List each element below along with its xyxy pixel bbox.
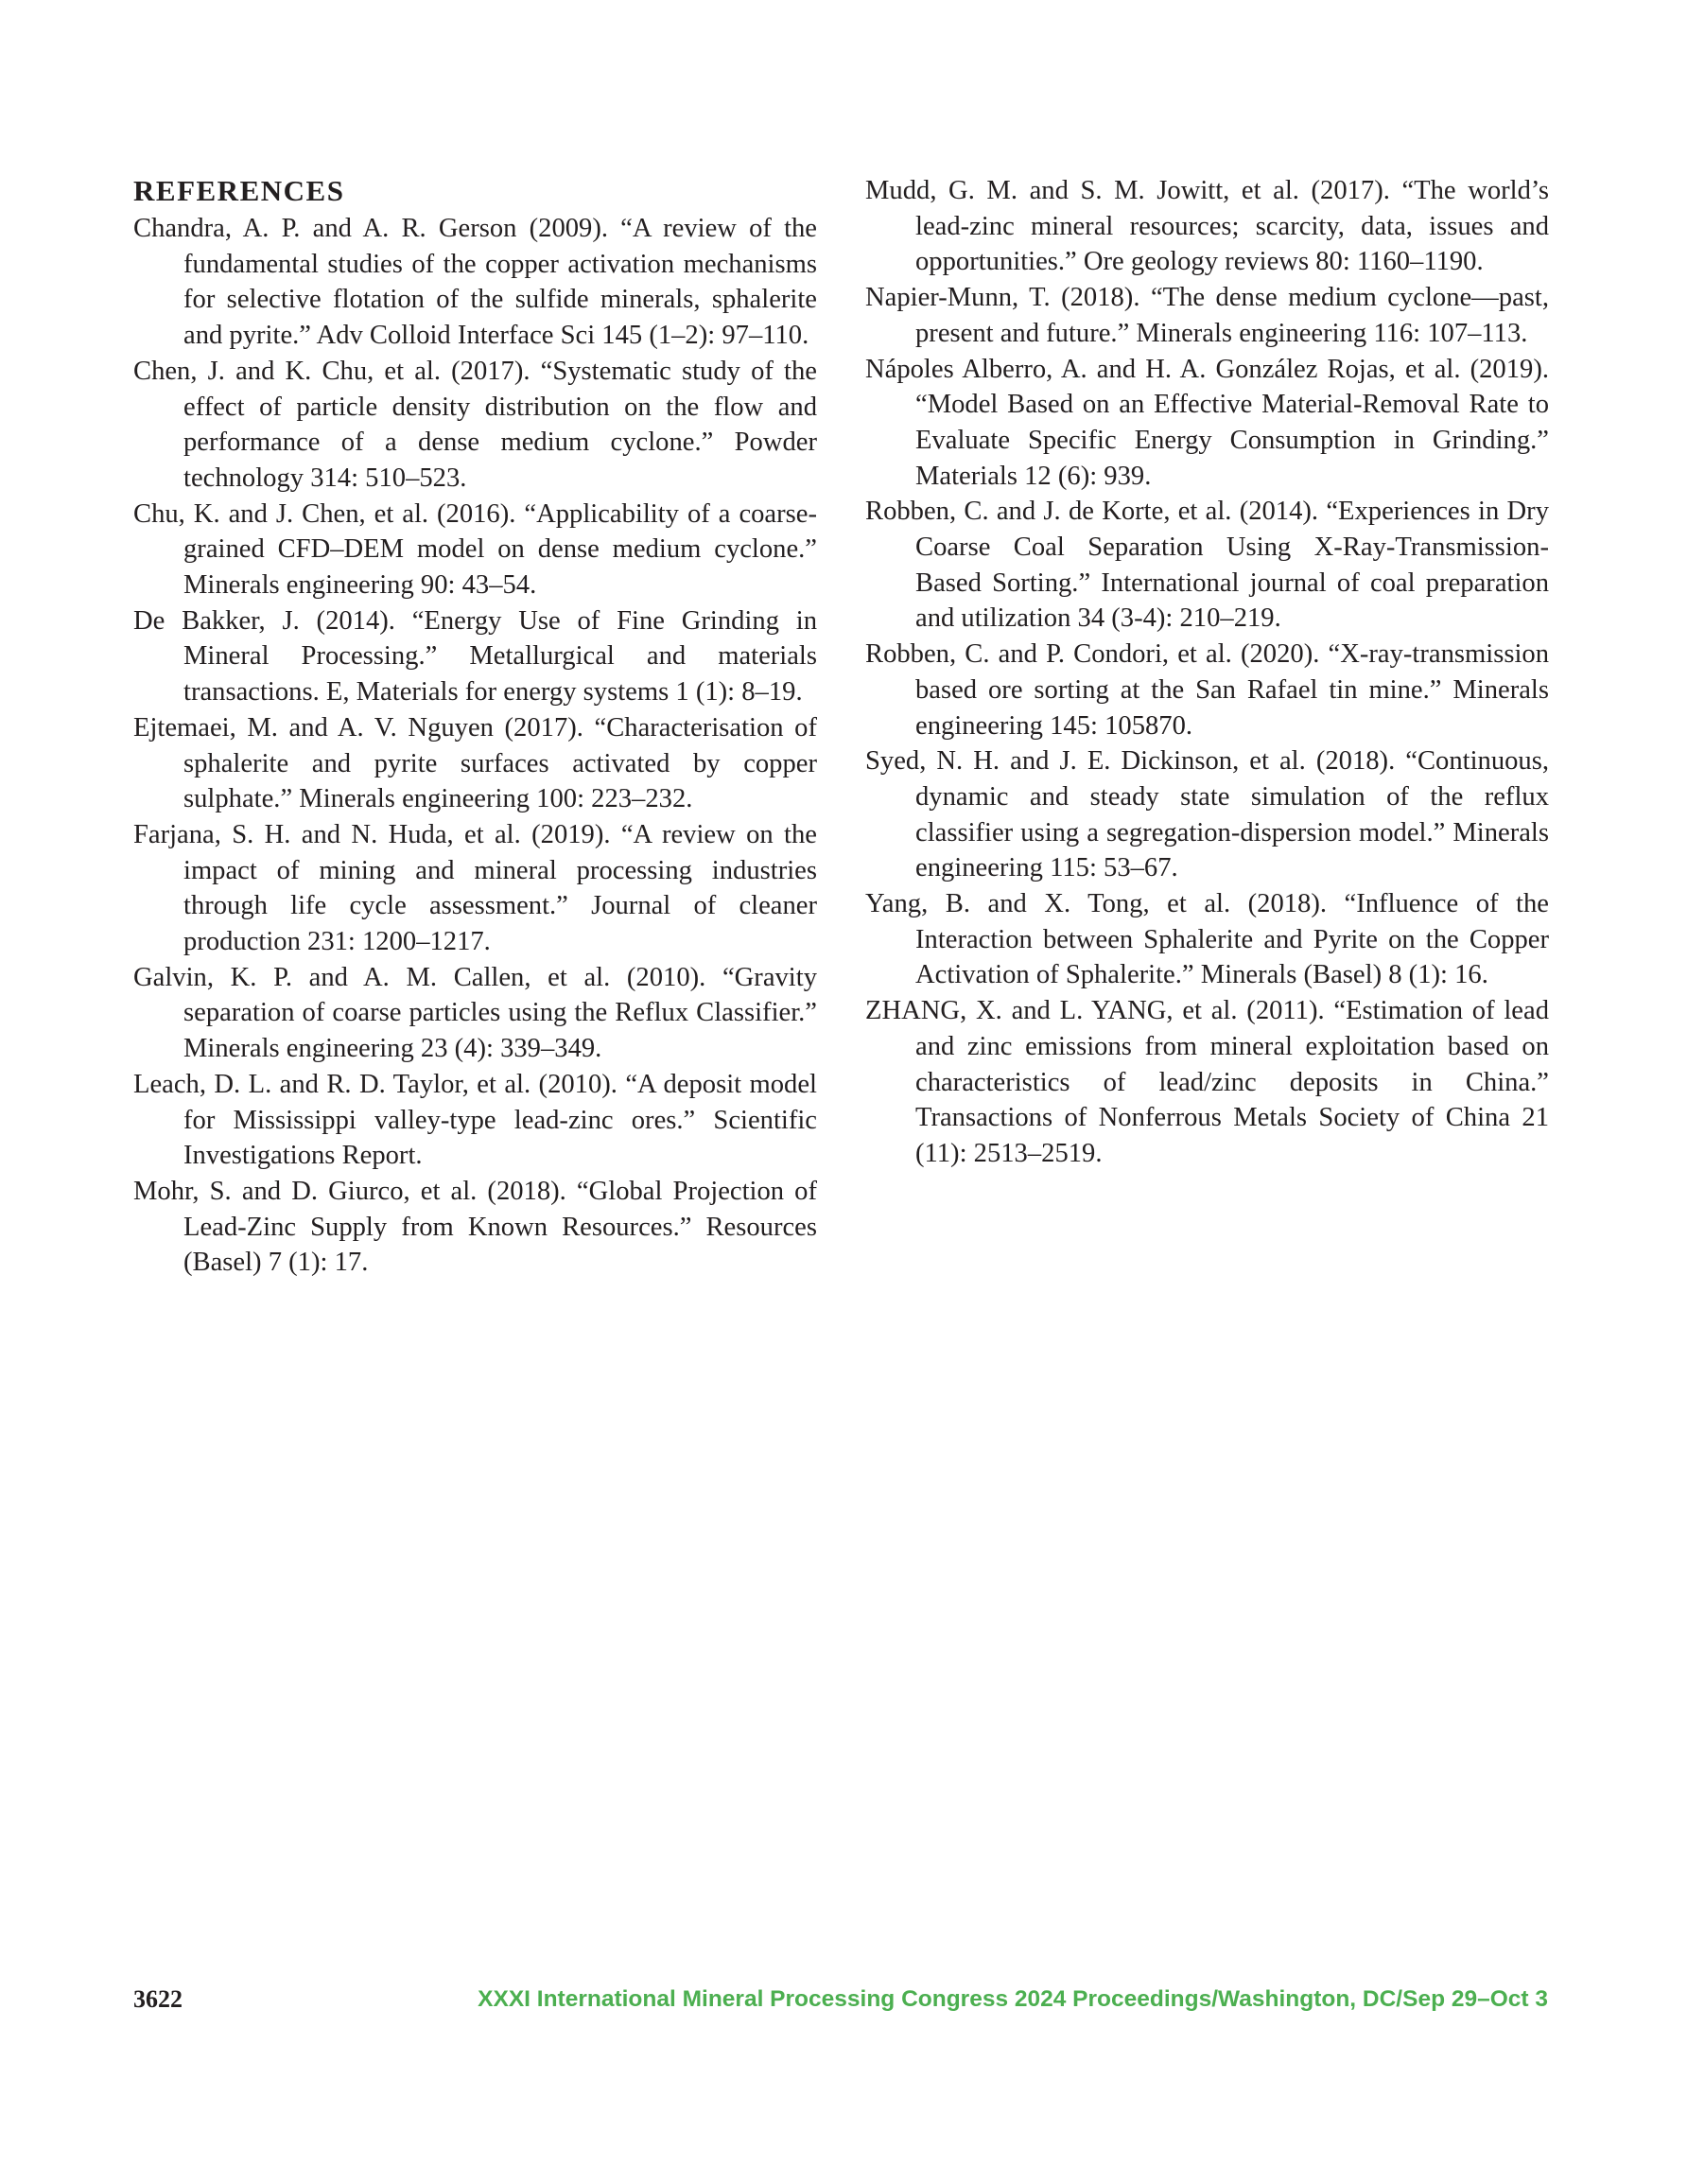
- reference-entry: Mudd, G. M. and S. M. Jowitt, et al. (2017). “The world’s lead-zinc mineral resources; scarcity, data, issues and opportunities.” Ore geology reviews 80: 1160–1190.: [865, 176, 1549, 277]
- reference-entry: ZHANG, X. and L. YANG, et al. (2011). “Estimation of lead and zinc emissions from mineral exploitation based on characteristics of lead/zinc deposits in China.” Transactions of Nonferrous Metals Society of China 21 (11): 2513–2519.: [865, 996, 1549, 1168]
- reference-entry: Chu, K. and J. Chen, et al. (2016). “Applicability of a coarse-grained CFD–DEM model on dense medium cyclone.” Minerals engineering 90: 43–54.: [133, 498, 817, 601]
- reference-entry: Robben, C. and P. Condori, et al. (2020). “X-ray-transmission based ore sorting at the San Rafael tin mine.” Minerals engineering 145: 105870.: [865, 639, 1549, 741]
- reference-entry: Farjana, S. H. and N. Huda, et al. (2019). “A review on the impact of mining and mineral processing industries through life cycle assessment.” Journal of cleaner production 231: 1200–1217.: [133, 819, 817, 957]
- reference-entry: Chen, J. and K. Chu, et al. (2017). “Systematic study of the effect of particle density distribution on the flow and performance of a dense medium cyclone.” Powder technology 314: 510–523.: [133, 356, 817, 493]
- references-heading: REFERENCES: [133, 174, 345, 207]
- running-footer-title: XXXI International Mineral Processing Congress 2024 Proceedings/Washington, DC/Sep 29–Oct 3: [478, 1986, 1548, 2012]
- page-number: 3622: [133, 1985, 183, 2013]
- reference-entry: Leach, D. L. and R. D. Taylor, et al. (2010). “A deposit model for Mississippi valley-type lead-zinc ores.” Scientific Investigations Report.: [133, 1069, 817, 1171]
- reference-entry: Yang, B. and X. Tong, et al. (2018). “Influence of the Interaction between Sphalerite and Pyrite on the Copper Activation of Sphalerite.” Minerals (Basel) 8 (1): 16.: [865, 889, 1549, 990]
- reference-entry: Ejtemaei, M. and A. V. Nguyen (2017). “Characterisation of sphalerite and pyrite surfaces activated by copper sulphate.” Minerals engineering 100: 223–232.: [133, 712, 817, 814]
- left-column: [133, 173, 817, 1281]
- reference-entry: Galvin, K. P. and A. M. Callen, et al. (2010). “Gravity separation of coarse particles using the Reflux Classifier.” Minerals engineering 23 (4): 339–349.: [133, 962, 817, 1064]
- reference-entry: Napier-Munn, T. (2018). “The dense medium cyclone—past, present and future.” Minerals engineering 116: 107–113.: [865, 283, 1549, 348]
- reference-entry: Chandra, A. P. and A. R. Gerson (2009). “A review of the fundamental studies of the copper activation mechanisms for selective flotation of the sulfide minerals, sphalerite and pyrite.” Adv Colloid Interface Sci 145 (1–2): 97–110.: [133, 214, 817, 351]
- reference-entry: Mohr, S. and D. Giurco, et al. (2018). “Global Projection of Lead-Zinc Supply from Known Resources.” Resources (Basel) 7 (1): 17.: [133, 1176, 817, 1278]
- reference-entry: Syed, N. H. and J. E. Dickinson, et al. (2018). “Continuous, dynamic and steady state simulation of the reflux classifier using a segregation-dispersion model.” Minerals engineering 115: 53–67.: [865, 746, 1549, 883]
- reference-entry: De Bakker, J. (2014). “Energy Use of Fine Grinding in Mineral Processing.” Metallurgical and materials transactions. E, Materials for energy systems 1 (1): 8–19.: [133, 605, 817, 708]
- page-footer: [133, 1981, 1548, 2018]
- right-column: [865, 173, 1549, 1172]
- reference-entry: Robben, C. and J. de Korte, et al. (2014). “Experiences in Dry Coarse Coal Separation Using X-Ray-Transmission-Based Sorting.” International journal of coal preparation and utilization 34 (3-4): 210–219.: [865, 497, 1549, 634]
- reference-entry: Nápoles Alberro, A. and H. A. González Rojas, et al. (2019). “Model Based on an Effective Material-Removal Rate to Evaluate Specific Energy Consumption in Grinding.” Materials 12 (6): 939.: [865, 354, 1549, 491]
